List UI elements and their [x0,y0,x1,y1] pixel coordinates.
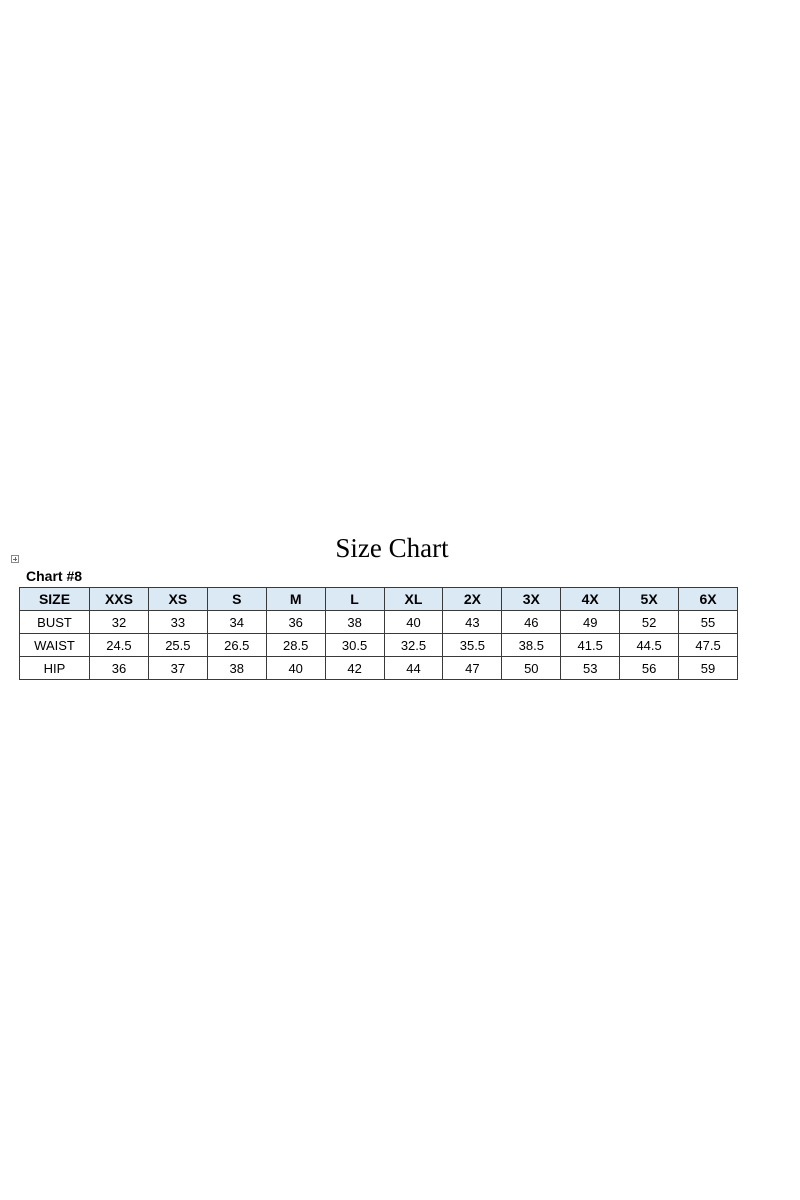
table-cell: 55 [679,611,738,634]
table-move-handle-icon[interactable] [11,555,19,563]
table-cell: 52 [620,611,679,634]
table-cell: 59 [679,657,738,680]
header-cell: 3X [502,588,561,611]
table-cell: 25.5 [148,634,207,657]
table-cell: 40 [384,611,443,634]
table-cell: 38 [325,611,384,634]
table-cell: 40 [266,657,325,680]
table-row [20,634,738,657]
table-row [20,657,738,680]
header-cell: XS [148,588,207,611]
table-header-row [20,588,738,611]
table-cell: 42 [325,657,384,680]
page-title: Size Chart [335,533,449,563]
table-cell: 33 [148,611,207,634]
table-cell: 53 [561,657,620,680]
table-cell: 32 [90,611,149,634]
table-cell: 36 [266,611,325,634]
row-label-cell: BUST [20,611,90,634]
row-label-cell: HIP [20,657,90,680]
table-cell: 34 [207,611,266,634]
table-cell: 24.5 [90,634,149,657]
header-cell: XL [384,588,443,611]
row-label-cell: WAIST [20,634,90,657]
table-cell: 36 [90,657,149,680]
header-cell: 4X [561,588,620,611]
table-cell: 43 [443,611,502,634]
header-cell: 5X [620,588,679,611]
table-cell: 44.5 [620,634,679,657]
header-cell: 2X [443,588,502,611]
table-cell: 28.5 [266,634,325,657]
table-cell: 38.5 [502,634,561,657]
table-cell: 49 [561,611,620,634]
header-cell: L [325,588,384,611]
header-cell: M [266,588,325,611]
chart-label: Chart #8 [26,568,83,584]
header-cell: S [207,588,266,611]
table-cell: 56 [620,657,679,680]
table-row [20,611,738,634]
table-cell: 46 [502,611,561,634]
table-cell: 37 [148,657,207,680]
header-cell: 6X [679,588,738,611]
table-cell: 38 [207,657,266,680]
header-cell: XXS [90,588,149,611]
table-cell: 41.5 [561,634,620,657]
table-cell: 35.5 [443,634,502,657]
table-cell: 30.5 [325,634,384,657]
table-cell: 44 [384,657,443,680]
table-cell: 47.5 [679,634,738,657]
table-cell: 32.5 [384,634,443,657]
size-chart-table [19,587,738,680]
table-cell: 47 [443,657,502,680]
header-cell: SIZE [20,588,90,611]
table-cell: 50 [502,657,561,680]
table-cell: 26.5 [207,634,266,657]
